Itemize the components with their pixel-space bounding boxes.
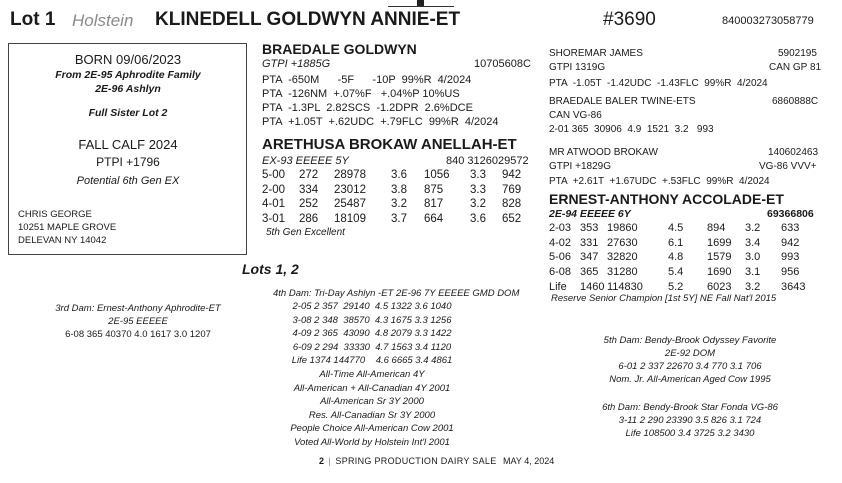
dam-record-cell: 652 bbox=[502, 212, 522, 225]
fifth-dam-class: 2E-92 DOM bbox=[664, 348, 716, 359]
lot-number: Lot 1 bbox=[10, 9, 56, 30]
dam-record-cell: 1056 bbox=[424, 169, 450, 181]
dams-dam-record-cell: 331 bbox=[580, 236, 599, 249]
dam-reg: 840 3126029572 bbox=[446, 155, 529, 167]
dam-record-cell: 4-01 bbox=[262, 198, 286, 210]
sires-dam-reg: 6860888C bbox=[772, 96, 819, 107]
footer bbox=[319, 456, 554, 466]
dam-name: ARETHUSA BROKAW ANELLAH-ET bbox=[262, 136, 517, 153]
dams-dam-record-cell: 3643 bbox=[781, 280, 806, 293]
dams-dam-record-cell: 27630 bbox=[607, 236, 638, 249]
sire-reg: 10705608C bbox=[474, 58, 531, 70]
dam-record-cell: 252 bbox=[299, 198, 319, 210]
sires-sire-gtpi: GTPI 1319G bbox=[549, 62, 606, 73]
dam-note: 5th Gen Excellent bbox=[266, 227, 345, 238]
dams-dam-record-cell: 3.2 bbox=[745, 280, 761, 293]
dams-dam-record-cell: 956 bbox=[781, 266, 800, 279]
dams-dam-record-cell: 1460 bbox=[580, 280, 605, 293]
fifth-dam-record: 6-01 2 337 22670 3.4 770 3.1 706 bbox=[618, 361, 762, 372]
fourth-dam-line: All-American + All-Canadian 4Y 2001 bbox=[293, 382, 451, 394]
sister-note: Full Sister Lot 2 bbox=[88, 107, 168, 119]
dam-record-cell: 3.6 bbox=[391, 169, 407, 181]
sixth-dam-title: 6th Dam: Bendy-Brook Star Fonda VG-86 bbox=[602, 402, 778, 413]
dam-record-cell: 2-00 bbox=[262, 183, 286, 196]
dam-record-cell: 286 bbox=[299, 212, 319, 225]
dams-dam-record-cell: 4.8 bbox=[668, 251, 684, 264]
fourth-dam-line: Res. All-Canadian Sr 3Y 2000 bbox=[308, 409, 436, 421]
dams-dam-record-cell: 1690 bbox=[707, 266, 732, 279]
dam-record-cell: 23012 bbox=[334, 183, 366, 196]
dam-record-cell: 817 bbox=[424, 198, 444, 210]
third-dam-title: 3rd Dam: Ernest-Anthony Aphrodite-ET bbox=[55, 303, 221, 314]
dams-dam-record-cell: 4-02 bbox=[549, 236, 572, 249]
owner-city: DELEVAN NY 14042 bbox=[18, 235, 107, 246]
sire-pta-1: PTA -650M -5F -10P 99%R 4/2024 bbox=[262, 74, 472, 86]
third-dam-record: 6-08 365 40370 4.0 1617 3.0 1207 bbox=[65, 329, 211, 340]
dam-record-cell: 334 bbox=[299, 183, 319, 196]
owner-street: 10251 MAPLE GROVE bbox=[18, 222, 117, 233]
dams-dam-record-cell: 6.1 bbox=[668, 236, 684, 249]
dams-dam-record-cell: Life bbox=[549, 280, 567, 293]
family-line: From 2E-95 Aphrodite Family bbox=[55, 69, 201, 81]
dam-record-cell: 3.2 bbox=[391, 198, 407, 210]
breed-label: Holstein bbox=[72, 11, 134, 30]
dams-dam-record-cell: 365 bbox=[580, 266, 599, 279]
fourth-dam-line: Voted All-World by Holstein Int'l 2001 bbox=[294, 437, 450, 448]
dams-sire-class: VG-86 VVV+ bbox=[759, 161, 817, 172]
dams-dam-award: Reserve Senior Champion [1st 5Y] NE Fall Nat'l 2015 bbox=[551, 293, 777, 304]
dams-dam-record-cell: 6023 bbox=[707, 280, 732, 293]
lots-label: Lots 1, 2 bbox=[242, 261, 299, 277]
dams-sire-pta: PTA +2.61T +1.67UDC +.53FLC 99%R 4/2024 bbox=[549, 176, 770, 187]
dams-dam-record-cell: 5.4 bbox=[668, 266, 684, 279]
top-registration-mark bbox=[388, 0, 454, 7]
sires-dam-name: BRAEDALE BALER TWINE-ETS bbox=[549, 96, 696, 107]
sires-sire-name: SHOREMAR JAMES bbox=[549, 48, 643, 59]
dam-record-cell: 875 bbox=[424, 183, 444, 196]
sixth-dam-life: Life 108500 3.4 3725 3.2 3430 bbox=[625, 428, 755, 439]
dam-record-cell: 3.6 bbox=[470, 212, 486, 225]
dams-dam-record-cell: 5-06 bbox=[549, 251, 572, 264]
born-date: BORN 09/06/2023 bbox=[74, 52, 182, 67]
footer-date: MAY 4, 2024 bbox=[503, 456, 555, 466]
dam-record-cell: 3-01 bbox=[262, 212, 286, 225]
fourth-dam-line: All-Time All-American 4Y bbox=[319, 369, 425, 380]
fifth-dam-award: Nom. Jr. All-American Aged Cow 1995 bbox=[609, 374, 771, 385]
sire-name: BRAEDALE GOLDWYN bbox=[262, 41, 417, 57]
sires-dam-record: 2-01 365 30906 4.9 1521 3.2 993 bbox=[549, 124, 714, 135]
sires-dam-class: CAN VG-86 bbox=[549, 110, 602, 121]
dam-record-cell: 828 bbox=[502, 198, 522, 210]
sire-pta-3: PTA -1.3PL 2.82SCS -1.2DPR 2.6%DCE bbox=[262, 102, 473, 114]
sire-pta-2: PTA -126NM +.07%F +.04%P 10%US bbox=[262, 88, 460, 100]
potential-note: Potential 6th Gen EX bbox=[76, 175, 180, 187]
dam-reference: 2E-96 Ashlyn bbox=[95, 83, 161, 95]
dams-sire-reg: 140602463 bbox=[768, 147, 819, 158]
dams-dam-record-cell: 353 bbox=[580, 222, 599, 234]
sires-sire-pta: PTA -1.05T -1.42UDC -1.43FLC 99%R 4/2024 bbox=[549, 78, 768, 89]
sixth-dam-record: 3-11 2 290 23390 3.5 826 3.1 724 bbox=[618, 415, 762, 426]
dam-record-cell: 25487 bbox=[334, 198, 366, 210]
dams-dam-record-cell: 32820 bbox=[607, 251, 638, 264]
page-number: 2 bbox=[319, 456, 325, 466]
dams-dam-record-cell: 3.0 bbox=[745, 251, 761, 264]
dams-dam-record-cell: 114830 bbox=[607, 280, 643, 293]
dam-record-cell: 272 bbox=[299, 169, 319, 181]
fourth-dam-line: 6-09 2 294 33330 4.7 1563 3.4 1120 bbox=[292, 341, 452, 353]
fourth-dam-line: Life 1374 144770 4.6 6665 3.4 4861 bbox=[291, 355, 453, 367]
dams-dam-record-cell: 3.1 bbox=[745, 266, 761, 279]
catalog-number: #3690 bbox=[603, 9, 656, 30]
dams-sire-name: MR ATWOOD BROKAW bbox=[549, 147, 658, 158]
dam-record-cell: 3.2 bbox=[470, 198, 486, 210]
dams-dam-record-cell: 19860 bbox=[607, 222, 638, 234]
sire-pta-4: PTA +1.05T +.62UDC +.79FLC 99%R 4/2024 bbox=[262, 116, 499, 128]
registration-square bbox=[417, 0, 424, 6]
dams-dam-record-cell: 942 bbox=[781, 236, 800, 249]
dams-dam-record-cell: 3.4 bbox=[745, 236, 761, 249]
fourth-dam-line: 3-08 2 348 38570 4.3 1675 3.3 1256 bbox=[292, 314, 452, 326]
animal-name: KLINEDELL GOLDWYN ANNIE-ET bbox=[155, 9, 461, 30]
dams-dam-record-cell: 6-08 bbox=[549, 266, 572, 279]
dam-record-cell: 3.8 bbox=[391, 183, 407, 196]
dams-dam-record-cell: 1579 bbox=[707, 251, 732, 264]
dams-dam-record-cell: 993 bbox=[781, 251, 800, 264]
dams-dam-record-cell: 2-03 bbox=[549, 222, 572, 234]
dams-dam-record-cell: 5.2 bbox=[668, 280, 684, 293]
dam-record-cell: 3.3 bbox=[470, 183, 486, 196]
dams-sire-gtpi: GTPI +1829G bbox=[549, 161, 611, 172]
dams-dam-record-cell: 3.2 bbox=[745, 222, 761, 234]
fifth-dam-title: 5th Dam: Bendy-Brook Odyssey Favorite bbox=[603, 335, 777, 346]
footer-title: SPRING PRODUCTION DAIRY SALE bbox=[335, 456, 497, 466]
dams-dam-class: 2E-94 EEEEE 6Y bbox=[549, 208, 631, 220]
fourth-dam-line: All-American Sr 3Y 2000 bbox=[320, 396, 424, 408]
dam-record-cell: 664 bbox=[424, 212, 444, 225]
dam-class: EX-93 EEEEE 5Y bbox=[262, 155, 349, 167]
dam-record-cell: 942 bbox=[502, 169, 522, 181]
owner-name: CHRIS GEORGE bbox=[18, 209, 92, 220]
third-dam-class: 2E-95 EEEEE bbox=[108, 316, 168, 327]
dams-dam-record-cell: 633 bbox=[781, 222, 800, 234]
dams-dam-record-cell: 1699 bbox=[707, 236, 732, 249]
sires-sire-country: CAN GP 81 bbox=[769, 62, 822, 73]
dams-dam-record-cell: 31280 bbox=[607, 266, 638, 279]
dam-record-cell: 18109 bbox=[334, 212, 366, 225]
fourth-dam-line: People Choice All-American Cow 2001 bbox=[290, 423, 454, 435]
fourth-dam-line: 4-09 2 365 43090 4.8 2079 3.3 1422 bbox=[292, 328, 452, 340]
sire-gtpi: GTPI +1885G bbox=[262, 58, 331, 70]
footer-separator: | bbox=[328, 456, 331, 466]
dams-dam-reg: 69366806 bbox=[767, 208, 814, 220]
dams-dam-record-cell: 347 bbox=[580, 251, 599, 264]
dam-record-cell: 28978 bbox=[334, 169, 366, 181]
sires-sire-reg: 5902195 bbox=[778, 48, 817, 59]
dam-record-cell: 5-00 bbox=[262, 169, 286, 181]
registration-id: 840003273058779 bbox=[722, 15, 814, 27]
dam-record-cell: 769 bbox=[502, 183, 522, 196]
fourth-dam-line: 2-05 2 357 29140 4.5 1322 3.6 1040 bbox=[292, 301, 452, 312]
dams-dam-record-cell: 894 bbox=[707, 222, 726, 234]
dam-record-cell: 3.7 bbox=[391, 212, 407, 225]
dam-record-cell: 3.3 bbox=[470, 169, 486, 181]
ptpi-value: PTPI +1796 bbox=[96, 155, 160, 169]
dams-dam-record-cell: 4.5 bbox=[668, 222, 684, 234]
fourth-dam-title: 4th Dam: Tri-Day Ashlyn -ET 2E-96 7Y EEEEE GMD DOM bbox=[273, 288, 520, 299]
dams-dam-name: ERNEST-ANTHONY ACCOLADE-ET bbox=[549, 191, 784, 207]
calf-class: FALL CALF 2024 bbox=[78, 137, 178, 152]
